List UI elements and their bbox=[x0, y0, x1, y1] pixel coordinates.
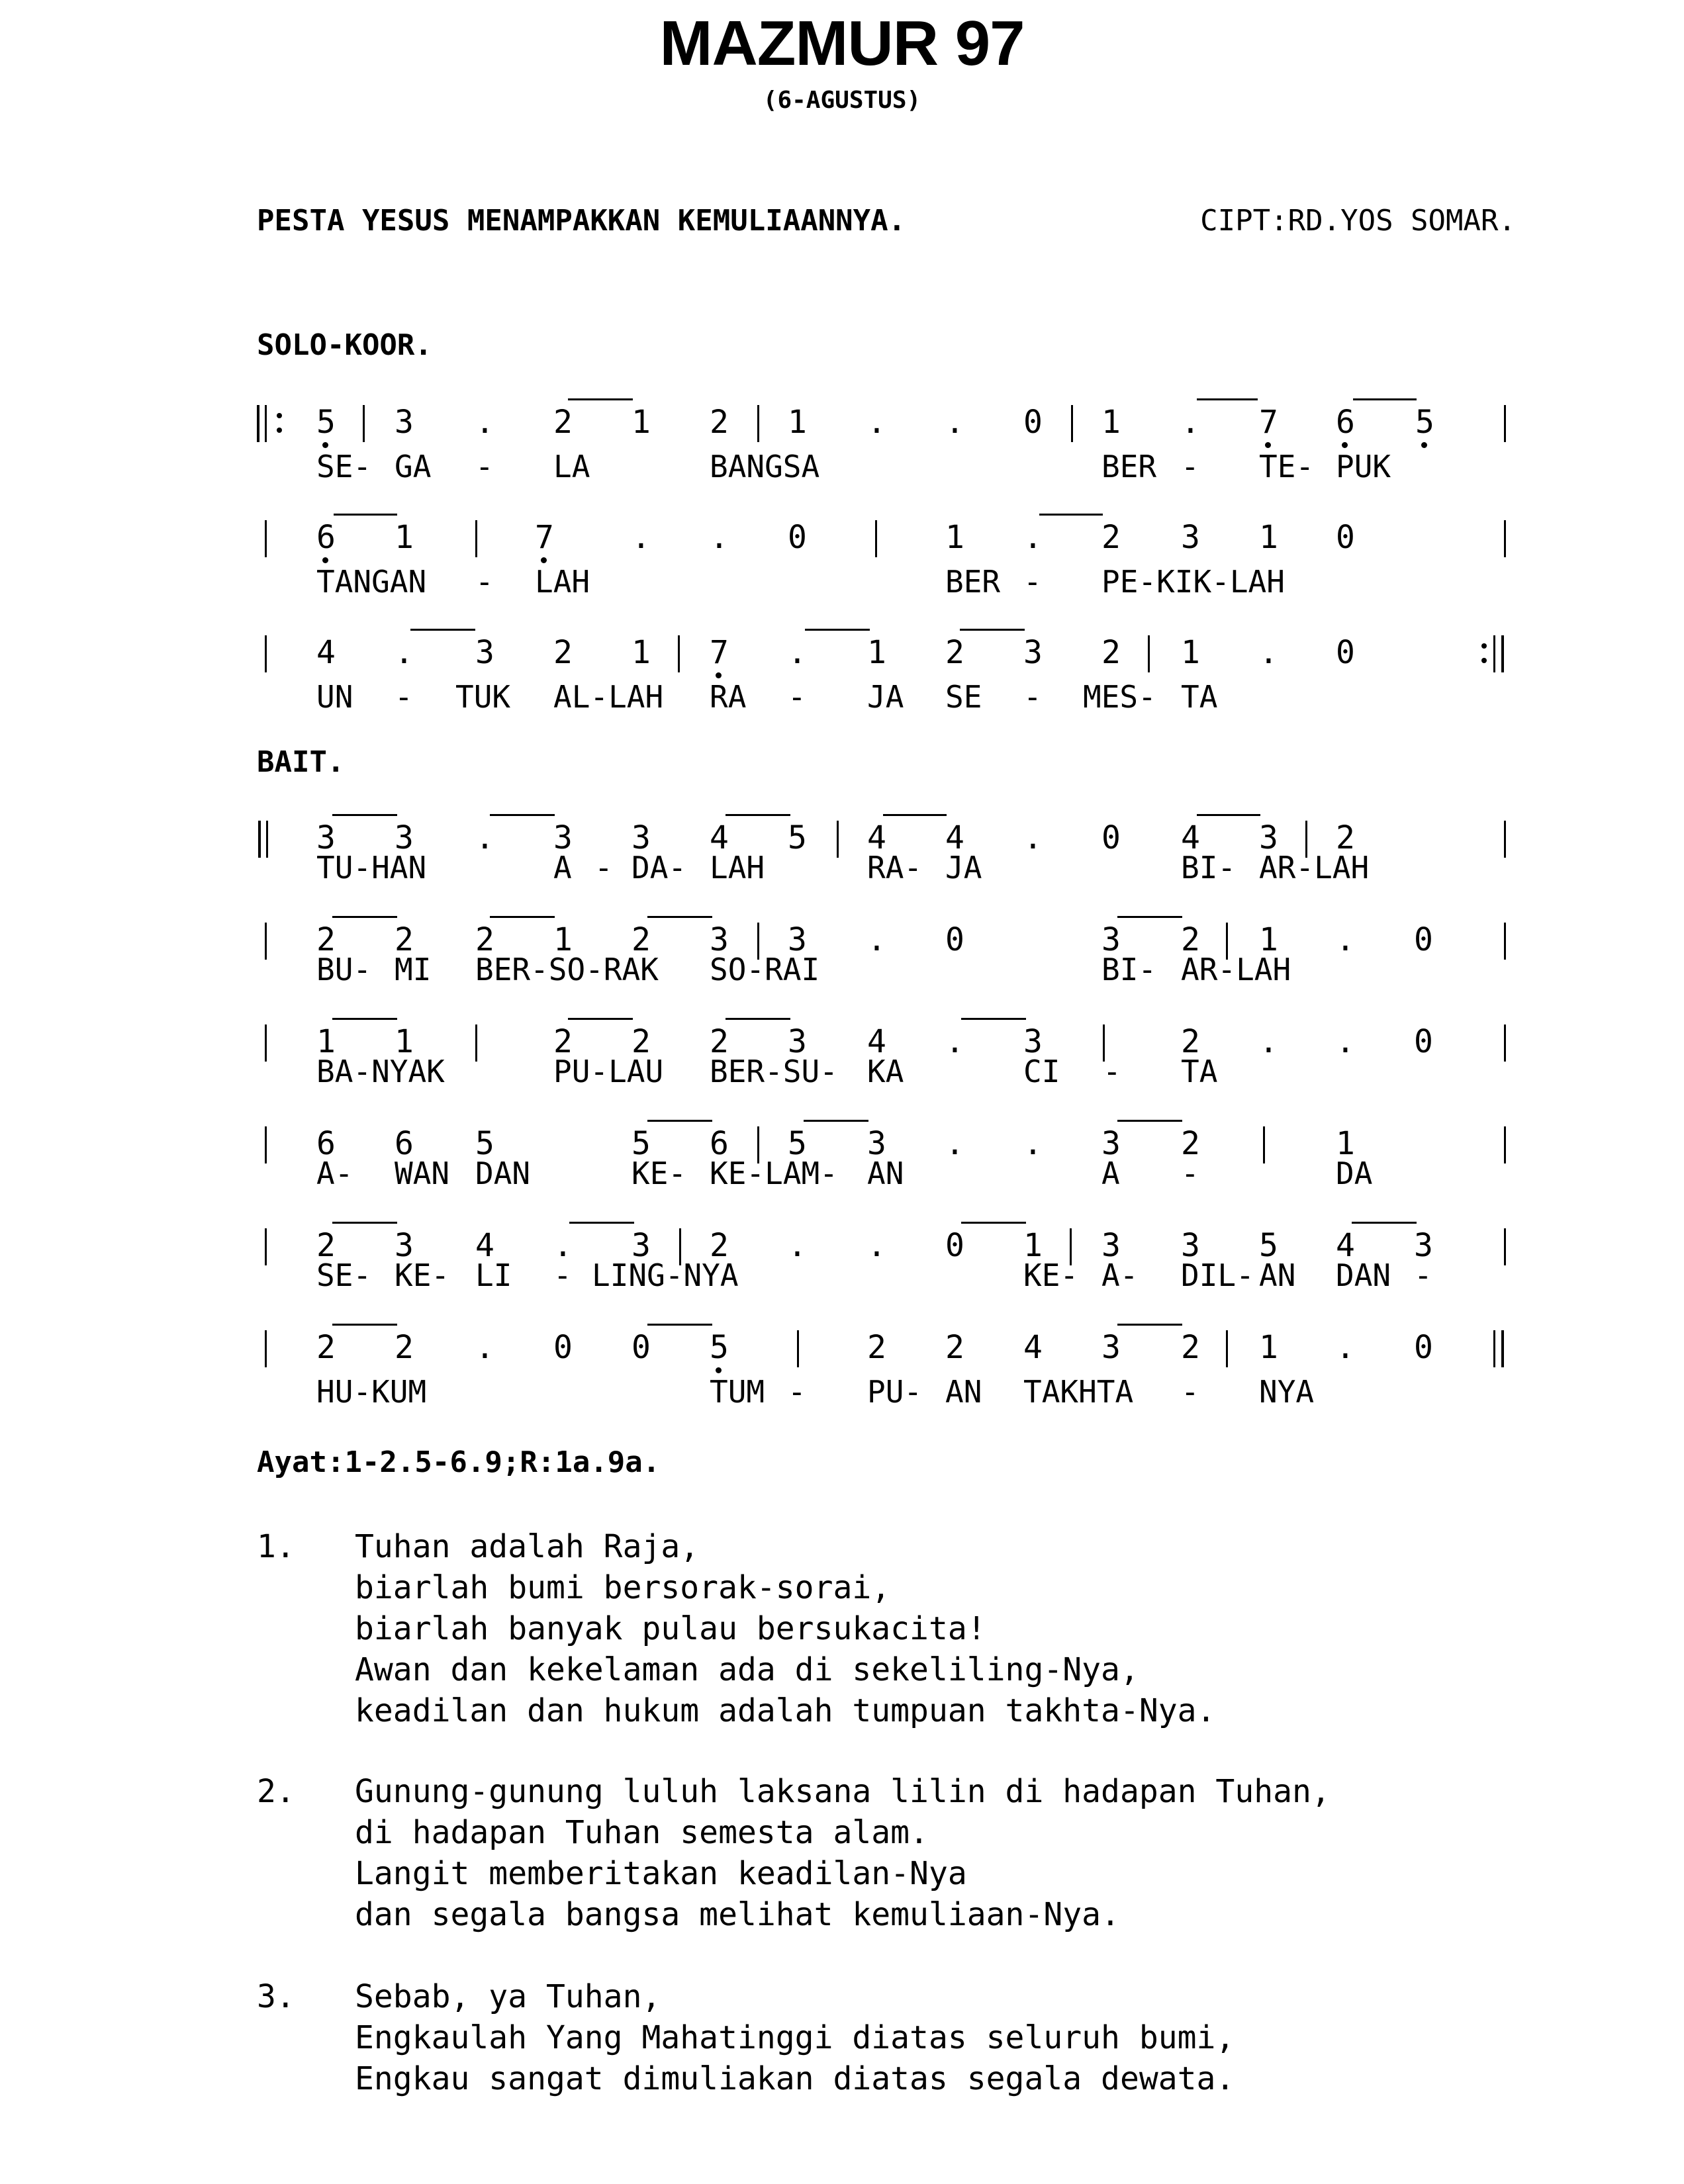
beam bbox=[568, 398, 633, 400]
note: 3 bbox=[395, 819, 414, 856]
lyric: TAKHTA bbox=[1023, 1374, 1134, 1410]
beam bbox=[883, 814, 947, 816]
note: . bbox=[788, 634, 807, 671]
barline bbox=[1263, 1126, 1265, 1163]
lyric: HU-KUM bbox=[316, 1374, 427, 1410]
beam bbox=[961, 1018, 1026, 1020]
lyric: - bbox=[1103, 1054, 1121, 1089]
lyric: WAN bbox=[395, 1156, 450, 1191]
note: . bbox=[867, 404, 886, 441]
note: 2 bbox=[1181, 1023, 1200, 1060]
note: 1 bbox=[1259, 1329, 1278, 1366]
verse-line: di hadapan Tuhan semesta alam. bbox=[355, 1814, 929, 1851]
lyric: SE bbox=[945, 679, 982, 715]
verse-line: Engkau sangat dimuliakan diatas segala dewata. bbox=[355, 2060, 1235, 2097]
lyric: - bbox=[594, 850, 613, 886]
note: 2 bbox=[1336, 819, 1355, 856]
note: 2 bbox=[1181, 921, 1200, 958]
note: 3 bbox=[788, 921, 807, 958]
note: . bbox=[632, 519, 651, 556]
note: 5 bbox=[1259, 1227, 1278, 1264]
lyric: RA bbox=[710, 679, 747, 715]
note: 4 bbox=[945, 819, 964, 856]
lyric: KE- bbox=[632, 1156, 687, 1191]
beam bbox=[1117, 1120, 1182, 1122]
double-barline-end bbox=[1501, 1330, 1504, 1367]
lyric: BANGSA bbox=[710, 449, 820, 484]
lyric: TUM bbox=[710, 1374, 765, 1410]
barline bbox=[837, 821, 839, 858]
lyric: - bbox=[395, 679, 413, 715]
verse-number: 3. bbox=[257, 1978, 295, 2015]
note: 0 bbox=[788, 519, 807, 556]
note: 2 bbox=[316, 1329, 336, 1366]
verse-line: Langit memberitakan keadilan-Nya bbox=[355, 1855, 967, 1892]
double-barline-start bbox=[258, 821, 261, 858]
note: 2 bbox=[710, 404, 729, 441]
note: 3 bbox=[316, 819, 336, 856]
note: . bbox=[1023, 519, 1043, 556]
note: 7 bbox=[1259, 404, 1278, 441]
note: 4 bbox=[1023, 1329, 1043, 1366]
lyric: KE- bbox=[1023, 1257, 1079, 1293]
beam bbox=[1197, 814, 1260, 816]
note: 3 bbox=[1101, 1227, 1121, 1264]
note: 3 bbox=[1101, 1329, 1121, 1366]
lyric: DIL- bbox=[1181, 1257, 1254, 1293]
note: 3 bbox=[788, 1023, 807, 1060]
lyric: KE- bbox=[395, 1257, 450, 1293]
note: 2 bbox=[395, 921, 414, 958]
barline bbox=[757, 405, 759, 442]
lyric: BER bbox=[945, 564, 1001, 600]
lyric: - bbox=[1181, 1156, 1199, 1191]
note: 2 bbox=[710, 1227, 729, 1264]
note: 7 bbox=[535, 519, 554, 556]
lyric: BER-SO-RAK bbox=[475, 952, 659, 987]
beam bbox=[332, 916, 397, 918]
lyric: TUK bbox=[455, 679, 511, 715]
note: 6 bbox=[316, 519, 336, 556]
note: 1 bbox=[553, 921, 573, 958]
barline bbox=[1504, 405, 1506, 442]
note: . bbox=[788, 1227, 807, 1264]
note: 2 bbox=[945, 1329, 964, 1366]
barline bbox=[265, 923, 267, 960]
lyric: DA- bbox=[632, 850, 687, 886]
lyric: - bbox=[788, 679, 806, 715]
lyric: - bbox=[553, 1257, 572, 1293]
lyric: - bbox=[1181, 449, 1199, 484]
note: 2 bbox=[475, 921, 494, 958]
note: 4 bbox=[475, 1227, 494, 1264]
lyric: LAH bbox=[710, 850, 765, 886]
note: 2 bbox=[1101, 634, 1121, 671]
verse-line: Gunung-gunung luluh laksana lilin di hadapan Tuhan, bbox=[355, 1773, 1331, 1810]
note: 5 bbox=[475, 1125, 494, 1162]
note: 3 bbox=[1101, 1125, 1121, 1162]
lyric: SE- bbox=[316, 1257, 372, 1293]
verse-line: Awan dan kekelaman ada di sekeliling-Nya, bbox=[355, 1651, 1139, 1688]
lyric: AR-LAH bbox=[1181, 952, 1291, 987]
lyric: AR-LAH bbox=[1259, 850, 1370, 886]
lyric: TA bbox=[1181, 679, 1218, 715]
beam bbox=[1352, 1222, 1417, 1224]
lyric: - bbox=[475, 564, 494, 600]
note: 5 bbox=[632, 1125, 651, 1162]
verse-line: Sebab, ya Tuhan, bbox=[355, 1978, 661, 2015]
lyric: DA bbox=[1336, 1156, 1373, 1191]
barline bbox=[475, 520, 477, 557]
note: 4 bbox=[867, 1023, 886, 1060]
note: . bbox=[867, 1227, 886, 1264]
note: 6 bbox=[316, 1125, 336, 1162]
note: 0 bbox=[1414, 1329, 1433, 1366]
section-label-refrain: SOLO-KOOR. bbox=[257, 328, 432, 362]
lyric: DAN bbox=[475, 1156, 531, 1191]
note: 4 bbox=[710, 819, 729, 856]
note: 4 bbox=[316, 634, 336, 671]
note: 1 bbox=[1101, 404, 1121, 441]
note: 3 bbox=[1259, 819, 1278, 856]
lyric: LI bbox=[475, 1257, 512, 1293]
lyric: RA- bbox=[867, 850, 923, 886]
lyric: A- bbox=[316, 1156, 353, 1191]
note: 1 bbox=[316, 1023, 336, 1060]
note: 3 bbox=[632, 819, 651, 856]
note: 5 bbox=[1415, 404, 1434, 441]
note: 1 bbox=[1023, 1227, 1043, 1264]
note: 5 bbox=[788, 1125, 807, 1162]
lyric: BI- bbox=[1181, 850, 1237, 886]
verse-line: Engkaulah Yang Mahatinggi diatas seluruh bumi, bbox=[355, 2019, 1235, 2056]
barline bbox=[1148, 635, 1150, 672]
barline bbox=[265, 1228, 267, 1265]
note: 3 bbox=[553, 819, 573, 856]
note: 1 bbox=[788, 404, 807, 441]
note: 3 bbox=[867, 1125, 886, 1162]
note: . bbox=[1023, 1125, 1043, 1162]
lyric: NYA bbox=[1259, 1374, 1315, 1410]
note: 2 bbox=[632, 1023, 651, 1060]
barline bbox=[1071, 405, 1073, 442]
double-barline-start bbox=[257, 405, 259, 442]
page-title: MAZMUR 97 bbox=[659, 8, 1025, 79]
lyric: KA bbox=[867, 1054, 904, 1089]
verse-line: biarlah banyak pulau bersukacita! bbox=[355, 1610, 986, 1647]
double-barline-start-thin bbox=[266, 821, 268, 858]
note: . bbox=[553, 1227, 573, 1264]
lyric: TU-HAN bbox=[316, 850, 427, 886]
page-subtitle: (6-AGUSTUS) bbox=[763, 87, 921, 114]
ayat-reference: Ayat:1-2.5-6.9;R:1a.9a. bbox=[257, 1445, 661, 1479]
lower-octave-dot bbox=[1265, 442, 1271, 448]
verse-line: Tuhan adalah Raja, bbox=[355, 1528, 700, 1565]
note: . bbox=[945, 1125, 964, 1162]
note: . bbox=[945, 1023, 964, 1060]
section-label-verse: BAIT. bbox=[257, 745, 345, 779]
beam bbox=[1117, 916, 1182, 918]
beam bbox=[332, 1222, 397, 1224]
note: 6 bbox=[395, 1125, 414, 1162]
note: . bbox=[475, 1329, 494, 1366]
lyric: JA bbox=[867, 679, 904, 715]
barline bbox=[1226, 1330, 1228, 1367]
note: 1 bbox=[395, 519, 414, 556]
double-barline-end-thin bbox=[1493, 635, 1495, 672]
beam bbox=[725, 1018, 790, 1020]
lyric: AL-LAH bbox=[553, 679, 664, 715]
lyric: PU-LAU bbox=[553, 1054, 664, 1089]
barline bbox=[1504, 1024, 1506, 1062]
note: 1 bbox=[1336, 1125, 1355, 1162]
note: 0 bbox=[1023, 404, 1043, 441]
note: 3 bbox=[1023, 1023, 1043, 1060]
note: 2 bbox=[553, 634, 573, 671]
note: . bbox=[945, 404, 964, 441]
verse-number: 1. bbox=[257, 1528, 295, 1565]
beam bbox=[569, 1222, 634, 1224]
note: 0 bbox=[1336, 634, 1355, 671]
note: 0 bbox=[945, 921, 964, 958]
note: 1 bbox=[632, 634, 651, 671]
barline bbox=[1504, 1126, 1506, 1163]
barline bbox=[265, 520, 267, 557]
note: 3 bbox=[1023, 634, 1043, 671]
beam bbox=[490, 814, 555, 816]
note: 5 bbox=[788, 819, 807, 856]
lyric: DAN bbox=[1336, 1257, 1391, 1293]
beam bbox=[647, 916, 712, 918]
note: 2 bbox=[632, 921, 651, 958]
note: 0 bbox=[1414, 1023, 1433, 1060]
barline bbox=[1504, 923, 1506, 960]
beam bbox=[805, 629, 870, 631]
barline bbox=[265, 1126, 267, 1163]
note: 1 bbox=[945, 519, 964, 556]
lyric: MI bbox=[395, 952, 432, 987]
barline bbox=[1504, 1228, 1506, 1265]
lower-octave-dot bbox=[541, 557, 547, 563]
note: 3 bbox=[632, 1227, 651, 1264]
verse-line: keadilan dan hukum adalah tumpuan takhta-Nya. bbox=[355, 1692, 1216, 1729]
beam bbox=[1039, 514, 1103, 516]
note: 4 bbox=[1336, 1227, 1355, 1264]
beam bbox=[647, 1120, 712, 1122]
beam bbox=[332, 1324, 397, 1326]
lyric: JA bbox=[945, 850, 982, 886]
lyric: AN bbox=[867, 1156, 904, 1191]
note: . bbox=[1259, 1023, 1278, 1060]
note: 1 bbox=[867, 634, 886, 671]
note: . bbox=[1336, 921, 1355, 958]
lyric: KE-LAM- bbox=[710, 1156, 838, 1191]
beam bbox=[410, 629, 475, 631]
beam bbox=[1353, 398, 1417, 400]
note: 2 bbox=[710, 1023, 729, 1060]
barline bbox=[475, 1024, 477, 1062]
note: . bbox=[395, 634, 414, 671]
lyric: A bbox=[553, 850, 572, 886]
lyric: TANGAN bbox=[316, 564, 427, 600]
note: 4 bbox=[1181, 819, 1200, 856]
lyric: BER bbox=[1101, 449, 1157, 484]
note: 2 bbox=[553, 1023, 573, 1060]
note: 3 bbox=[1181, 519, 1200, 556]
note: . bbox=[1336, 1329, 1355, 1366]
double-barline-end-thin bbox=[1493, 1330, 1495, 1367]
lyric: TE- bbox=[1259, 449, 1315, 484]
lyric: - bbox=[475, 449, 494, 484]
beam bbox=[334, 514, 397, 516]
note: 4 bbox=[867, 819, 886, 856]
note: 5 bbox=[710, 1329, 729, 1366]
note: . bbox=[475, 404, 494, 441]
note: 0 bbox=[1336, 519, 1355, 556]
beam bbox=[960, 629, 1025, 631]
lyric: A bbox=[1101, 1156, 1120, 1191]
lyric: TA bbox=[1181, 1054, 1218, 1089]
lyric: CI bbox=[1023, 1054, 1060, 1089]
note: 0 bbox=[1414, 921, 1433, 958]
note: 3 bbox=[475, 634, 494, 671]
barline bbox=[363, 405, 365, 442]
lyric: LAH bbox=[535, 564, 590, 600]
note: 0 bbox=[632, 1329, 651, 1366]
note: . bbox=[1181, 404, 1200, 441]
note: 7 bbox=[710, 634, 729, 671]
lyric: GA bbox=[395, 449, 432, 484]
note: 3 bbox=[1101, 921, 1121, 958]
note: 2 bbox=[553, 404, 573, 441]
note: 6 bbox=[710, 1125, 729, 1162]
note: 3 bbox=[395, 1227, 414, 1264]
note: 2 bbox=[1101, 519, 1121, 556]
composer-credit: CIPT:RD.YOS SOMAR. bbox=[1200, 204, 1516, 238]
lower-octave-dot bbox=[1342, 442, 1348, 448]
lower-octave-dot bbox=[1421, 442, 1427, 448]
note: 2 bbox=[395, 1329, 414, 1366]
lyric: BA-NYAK bbox=[316, 1054, 445, 1089]
note: 3 bbox=[710, 921, 729, 958]
note: 0 bbox=[553, 1329, 573, 1366]
barline bbox=[1504, 520, 1506, 557]
lyric: - bbox=[788, 1374, 806, 1410]
beam bbox=[568, 1018, 633, 1020]
note: 1 bbox=[1259, 519, 1278, 556]
occasion-heading: PESTA YESUS MENAMPAKKAN KEMULIAANNYA. bbox=[257, 204, 906, 238]
lyric: SO-RAI bbox=[710, 952, 820, 987]
barline bbox=[265, 1024, 267, 1062]
lower-octave-dot bbox=[716, 1367, 722, 1373]
lyric: BER-SU- bbox=[710, 1054, 838, 1089]
lyric: - bbox=[1181, 1374, 1199, 1410]
lyric: BU- bbox=[316, 952, 372, 987]
verse-line: dan segala bangsa melihat kemuliaan-Nya. bbox=[355, 1896, 1120, 1933]
barline bbox=[1504, 821, 1506, 858]
lyric: - bbox=[1414, 1257, 1432, 1293]
note: 2 bbox=[867, 1329, 886, 1366]
beam bbox=[725, 814, 790, 816]
note: 3 bbox=[395, 404, 414, 441]
barline bbox=[797, 1330, 799, 1367]
note: 1 bbox=[1181, 634, 1200, 671]
lyric: PE-KIK-LAH bbox=[1101, 564, 1285, 600]
lyric: PU- bbox=[867, 1374, 923, 1410]
lyric: BI- bbox=[1101, 952, 1157, 987]
beam bbox=[804, 1120, 868, 1122]
lower-octave-dot bbox=[322, 442, 328, 448]
lyric: - bbox=[1023, 564, 1042, 600]
note: 2 bbox=[316, 1227, 336, 1264]
lower-octave-dot bbox=[322, 557, 328, 563]
note: 2 bbox=[316, 921, 336, 958]
note: 3 bbox=[1414, 1227, 1433, 1264]
note: . bbox=[1023, 819, 1043, 856]
note: . bbox=[475, 819, 494, 856]
barline bbox=[678, 635, 680, 672]
lyric: - bbox=[1023, 679, 1042, 715]
lyric: AN bbox=[1259, 1257, 1296, 1293]
note: . bbox=[1336, 1023, 1355, 1060]
barline bbox=[265, 635, 267, 672]
beam bbox=[961, 1222, 1026, 1224]
note: . bbox=[867, 921, 886, 958]
lower-octave-dot bbox=[716, 672, 722, 678]
note: 1 bbox=[632, 404, 651, 441]
note: 6 bbox=[1336, 404, 1355, 441]
note: 0 bbox=[945, 1227, 964, 1264]
beam bbox=[490, 916, 555, 918]
note: 5 bbox=[316, 404, 336, 441]
beam bbox=[1197, 398, 1258, 400]
note: 1 bbox=[395, 1023, 414, 1060]
double-barline-start-thin bbox=[265, 405, 267, 442]
barline bbox=[875, 520, 877, 557]
note: 2 bbox=[1181, 1125, 1200, 1162]
barline bbox=[265, 1330, 267, 1367]
note: 3 bbox=[1181, 1227, 1200, 1264]
double-barline-end bbox=[1501, 635, 1504, 672]
beam bbox=[332, 1018, 397, 1020]
lyric: LA bbox=[553, 449, 590, 484]
note: . bbox=[1259, 634, 1278, 671]
note: . bbox=[710, 519, 729, 556]
lyric: AN bbox=[945, 1374, 982, 1410]
lyric: MES- bbox=[1083, 679, 1156, 715]
beam bbox=[647, 1324, 712, 1326]
verse-number: 2. bbox=[257, 1773, 295, 1810]
note: 2 bbox=[1181, 1329, 1200, 1366]
beam bbox=[1117, 1324, 1182, 1326]
lyric: UN bbox=[316, 679, 353, 715]
note: 1 bbox=[1259, 921, 1278, 958]
note: 0 bbox=[1101, 819, 1121, 856]
beam bbox=[332, 814, 397, 816]
lyric: PUK bbox=[1336, 449, 1391, 484]
lyric: A- bbox=[1101, 1257, 1139, 1293]
verse-line: biarlah bumi bersorak-sorai, bbox=[355, 1569, 891, 1606]
lyric: LING-NYA bbox=[592, 1257, 739, 1293]
lyric: SE- bbox=[316, 449, 372, 484]
note: 2 bbox=[945, 634, 964, 671]
